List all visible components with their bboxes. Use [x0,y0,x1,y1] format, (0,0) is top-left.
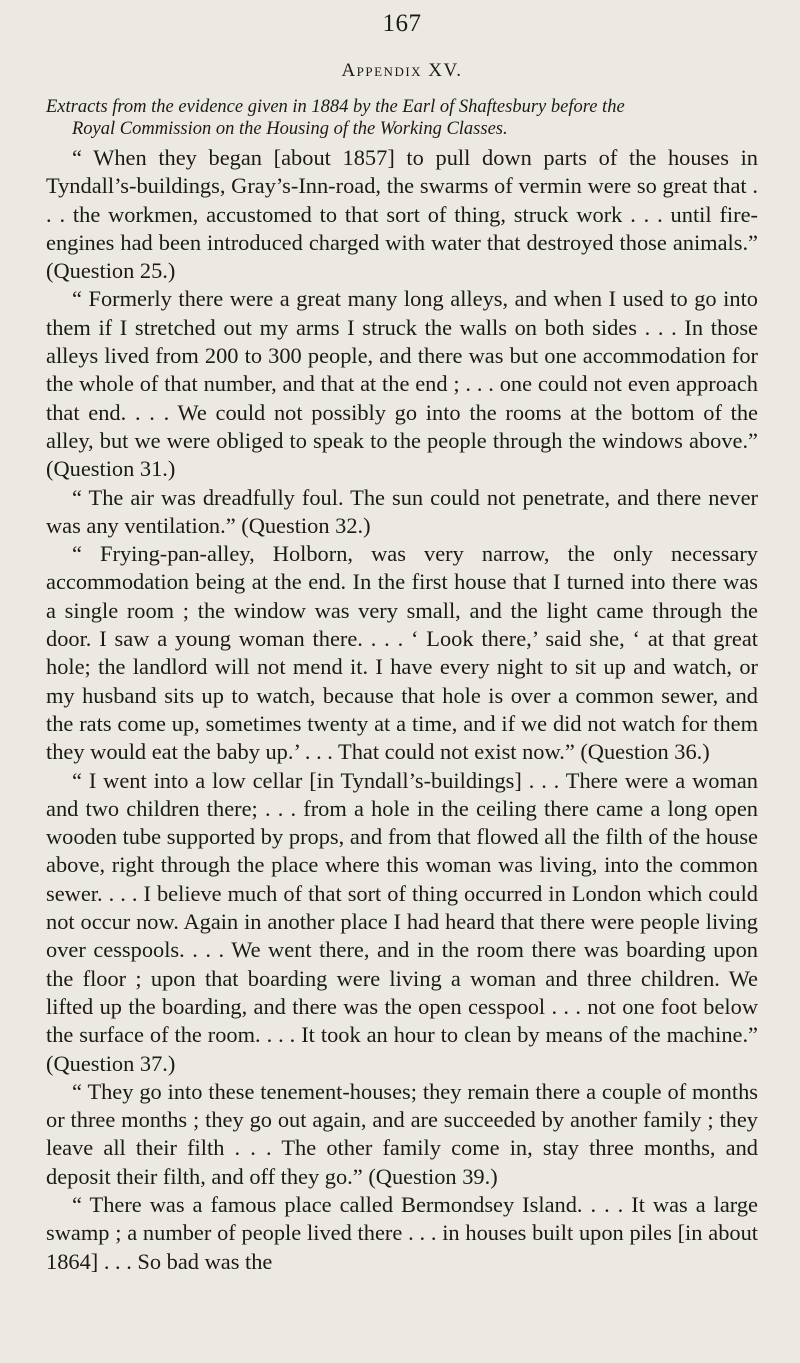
caption-line-1: Extracts from the evidence given in 1884 by the Earl of Shaftesbury before the [46,97,625,117]
book-page [46,10,758,1276]
caption-line-2: Royal Commission on the Housing of the Working Classes. [72,119,508,139]
paragraph: “ Formerly there were a great many long alleys, and when I used to go into them if I stretched out my arms I struck the walls on both sides . . . In those alleys lived from 200 to 300 people, and there was but one accommodation for the whole of that number, and that at the end ; . . . one could not even approach that end. . . . We could not possibly go into the rooms at the bottom of the alley, but we were obliged to speak to the people through the windows above.” (Question 31.) [46,286,758,482]
paragraph: “ The air was dreadfully foul. The sun could not penetrate, and there never was any ventilation.” (Question 32.) [46,484,758,538]
paragraph: “ I went into a low cellar [in Tyndall’s-buildings] . . . There were a woman and two children there; . . . from a hole in the ceiling there came a long open wooden tube supported by props, and from that flowed all the filth of the house above, right through the place where this woman was living, into the common sewer. . . . I believe much of that sort of thing occurred in London which could not occur now. Again in another place I had heard that there were people living over cesspools. . . . We went there, and in the room there was boarding upon the floor ; upon that boarding were living a woman and three children. We lifted up the boarding, and there was the open cesspool . . . not one foot below the surface of the room. . . . It took an hour to clean by means of the machine.” (Question 37.) [46,767,758,1076]
paragraph: “ There was a famous place called Bermondsey Island. . . . It was a large swamp ; a number of people lived there . . . in houses built upon piles [in about 1864] . . . So bad was the [46,1191,758,1274]
paragraph: “ When they began [about 1857] to pull down parts of the houses in Tyndall’s-buildings, Gray’s-Inn-road, the swarms of vermin were so great that . . . the workmen, accustomed to that sort of thing, struck work . . . until fire-engines had been introduced charged with water that destroyed those animals.” (Question 25.) [46,145,758,284]
paragraph: “ They go into these tenement-houses; they remain there a couple of months or three months ; they go out again, and are succeeded by another family ; they leave all their filth . . . The other family come in, stay three months, and deposit their filth, and off they go.” (Question 39.) [46,1078,758,1189]
extract-caption [46,96,758,140]
page-number: 167 [382,10,422,37]
appendix-title: Appendix XV. [341,60,463,81]
paragraph: “ Frying-pan-alley, Holborn, was very narrow, the only necessary accommodation being at the end. In the first house that I turned into there was a single room ; the window was very small, and the light came through the door. I saw a young woman there. . . . ‘ Look there,’ said she, ‘ at that great hole; the landlord will not mend it. I have every night to sit up and watch, or my husband sits up to watch, because that hole is over a common sewer, and the rats come up, sometimes twenty at a time, and if we did not watch for them they would eat the baby up.’ . . . That could not exist now.” (Question 36.) [46,541,758,765]
